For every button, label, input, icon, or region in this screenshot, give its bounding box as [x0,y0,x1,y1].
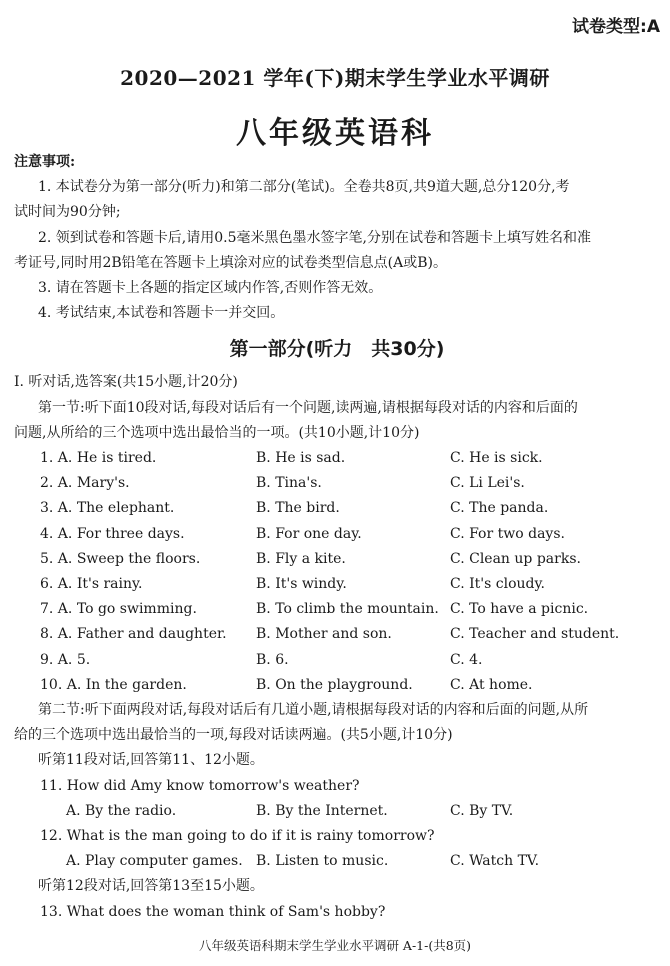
option-b: B. Listen to music. [256,853,389,870]
option-a: A. By the radio. [66,802,177,819]
note-1a: 1. 本试卷分为第一部分(听力)和第二部分(笔试)。全卷共8页,共9道大题,总分120分,考 [38,179,570,196]
option-b: B. Mother and son. [256,626,392,643]
option-a: 10. A. In the garden. [40,676,187,693]
option-b: B. To climb the mountain. [256,601,439,618]
option-c: C. Li Lei's. [450,475,525,492]
exam-subtitle: 2020—2021 学年(下)期末学生学业水平调研 [120,66,550,90]
option-a: 1. A. He is tired. [40,450,157,467]
question-row [14,496,660,521]
question-13: 13. What does the woman think of Sam's hobby? [40,903,386,920]
option-a: 5. A. Sweep the floors. [40,550,201,567]
option-b: B. The bird. [256,500,340,517]
option-a: A. Play computer games. [66,853,243,870]
exam-body [14,150,660,925]
section2-instructions-b: 给的三个选项中选出最恰当的一项,每段对话读两遍。(共5小题,计10分) [14,727,453,744]
section1-instructions-b: 问题,从所给的三个选项中选出最恰当的一项。(共10小题,计10分) [14,424,420,441]
question-row [14,522,660,547]
option-a: 3. A. The elephant. [40,500,175,517]
question-12-options [14,849,660,874]
question-12: 12. What is the man going to do if it is rainy tomorrow? [40,828,435,845]
option-a: 2. A. Mary's. [40,475,130,492]
option-b: B. For one day. [256,525,362,542]
question-11: 11. How did Amy know tomorrow's weather? [40,777,360,794]
option-c: C. At home. [450,676,533,693]
option-c: C. By TV. [450,802,514,819]
option-c: C. For two days. [450,525,565,542]
note-3: 3. 请在答题卡上各题的指定区域内作答,否则作答无效。 [38,280,383,297]
dialogue-12-note: 听第12段对话,回答第13至15小题。 [38,878,264,895]
note-4: 4. 考试结束,本试卷和答题卡一并交回。 [38,305,285,322]
option-a: 9. A. 5. [40,651,91,668]
option-c: C. The panda. [450,500,549,517]
note-2b: 考证号,同时用2B铅笔在答题卡上填涂对应的试卷类型信息点(A或B)。 [14,254,447,271]
paper-type-label: 试卷类型:A [572,17,660,37]
option-c: C. Clean up parks. [450,550,581,567]
dialogue-11-note: 听第11段对话,回答第11、12小题。 [38,752,264,769]
question-row [14,547,660,572]
question-row [14,597,660,622]
option-c: C. 4. [450,651,483,668]
question-row [14,446,660,471]
option-b: B. Tina's. [256,475,322,492]
option-b: B. Fly a kite. [256,550,346,567]
page-footer: 八年级英语科期末学生学业水平调研 A-1-(共8页) [198,938,472,953]
question-row [14,673,660,698]
option-b: B. 6. [256,651,289,668]
question-row [14,471,660,496]
option-c: C. Watch TV. [450,853,540,870]
question-row [14,648,660,673]
option-b: B. On the playground. [256,676,413,693]
option-c: C. To have a picnic. [450,601,589,618]
section-heading: Ⅰ. 听对话,选答案(共15小题,计20分) [14,374,238,391]
option-a: 7. A. To go swimming. [40,601,197,618]
exam-title: 八年级英语科 [236,116,434,151]
question-row [14,572,660,597]
note-1b: 试时间为90分钟; [14,204,121,221]
option-b: B. It's windy. [256,576,347,593]
section2-instructions-a: 第二节:听下面两段对话,每段对话后有几道小题,请根据每段对话的内容和后面的问题,从所 [38,702,589,719]
option-c: C. Teacher and student. [450,626,620,643]
option-b: B. He is sad. [256,450,346,467]
question-11-options [14,799,660,824]
section1-instructions-a: 第一节:听下面10段对话,每段对话后有一个问题,读两遍,请根据每段对话的内容和后面的 [38,399,578,416]
option-a: 6. A. It's rainy. [40,576,143,593]
option-c: C. He is sick. [450,450,543,467]
question-row [14,622,660,647]
note-2a: 2. 领到试卷和答题卡后,请用0.5毫米黑色墨水签字笔,分别在试卷和答题卡上填写姓名和准 [38,229,591,246]
notes-heading: 注意事项: [14,154,76,170]
option-b: B. By the Internet. [256,802,388,819]
option-a: 4. A. For three days. [40,525,185,542]
option-c: C. It's cloudy. [450,576,545,593]
option-a: 8. A. Father and daughter. [40,626,227,643]
part1-title: 第一部分(听力 共30分) [229,338,445,361]
